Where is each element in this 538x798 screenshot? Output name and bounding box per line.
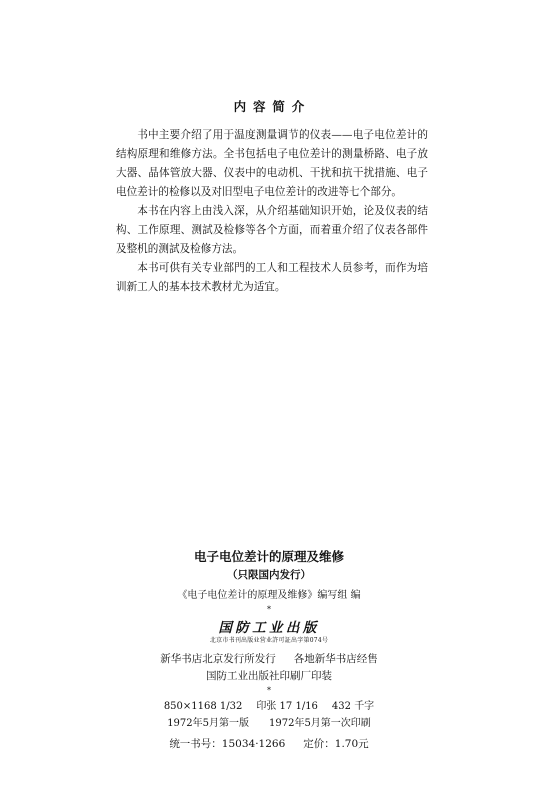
colophon <box>0 548 538 753</box>
first-printing: 1972年5月第一次印刷 <box>269 718 371 729</box>
isbn-price-line <box>0 735 538 753</box>
first-edition: 1972年5月第一版 <box>167 718 249 729</box>
summary-paragraph: 本书在内容上由浅入深，从介绍基础知识开始，论及仪表的结构、工作原理、测試及检修等各个方面，而着重介绍了仪表各部件及整机的测試及检修方法。 <box>116 205 428 255</box>
separator-star: * <box>267 686 271 695</box>
summary-heading: 内容简介 <box>233 99 312 114</box>
distribution-line <box>0 651 538 667</box>
summary-paragraph: 书中主要介绍了用于温度测量调节的仪表——电子电位差计的结构原理和维修方法。全书包括电子电位差计的测量桥路、电子放大器、晶体管放大器、仪表中的电动机、干扰和抗干扰措施、电子电位差计的检修以及对旧型电子电位差计的改进等七个部分。 <box>116 129 428 198</box>
printer-line: 国防工业出版社印刷厂印装 <box>206 670 332 682</box>
distribution-restriction: （只限国内发行） <box>227 569 311 581</box>
sheet-count: 印张 17 1/16 <box>256 701 318 712</box>
publisher-name: 国防工业出版 <box>218 620 320 636</box>
distributor: 新华书店北京发行所发行 <box>160 653 276 665</box>
unified-book-number: 统一书号：15034·1266 <box>169 738 286 750</box>
publishing-license: 北京市书刊出版业营业許可証出字第074号 <box>209 637 329 644</box>
separator-star: * <box>267 605 271 614</box>
summary-body <box>116 126 428 297</box>
print-specs <box>0 698 538 715</box>
edition-info <box>0 715 538 732</box>
paper-format: 850×1168 1/32 <box>163 701 243 712</box>
price: 定价：1.70元 <box>303 738 369 750</box>
summary-paragraph: 本书可供有关专业部門的工人和工程技术人员参考，而作为培训新工人的基本技术教材尤为适宜。 <box>116 262 428 293</box>
author-line: 《电子电位差计的原理及维修》编写组 编 <box>177 590 361 601</box>
book-title: 电子电位差计的原理及维修 <box>193 549 344 564</box>
word-count: 432 千字 <box>331 701 375 712</box>
retailer: 各地新华书店经售 <box>293 653 378 665</box>
